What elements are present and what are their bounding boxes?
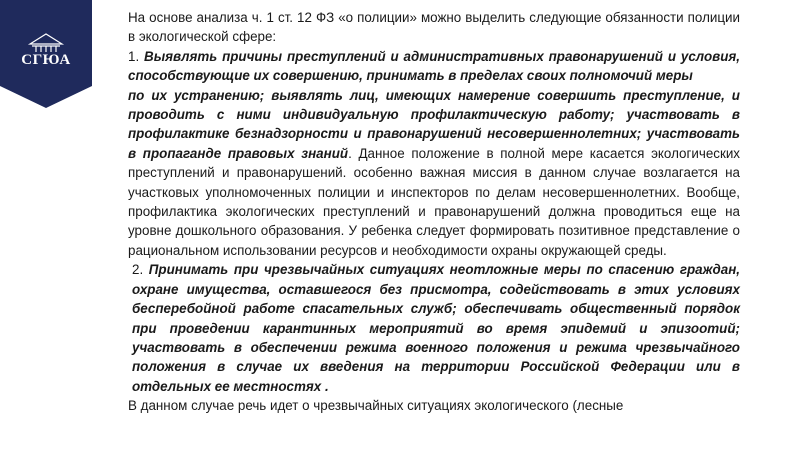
logo-text: СГЮА <box>21 52 71 68</box>
paragraph-3: В данном случае речь идет о чрезвычайных ситуациях экологического (лесные <box>128 398 624 414</box>
paragraph-2 <box>128 260 740 396</box>
document-body <box>128 8 740 416</box>
paragraph-1-bold-b: по их устранению; выявлять лиц, имеющих намерение совершить преступление, и проводить с ними индивидуальную профилактическую работу; участвовать в профилактике безнадзорности и правонарушений несовершеннолетних; участвовать в пропаганде правовых знаний <box>128 87 740 161</box>
paragraph-2-number: 2. <box>132 262 149 278</box>
paragraph-2-bold: Принимать при чрезвычайных ситуациях неотложные меры по спасению граждан, охране имущества, оставшегося без присмотра, содействовать в этих условиях бесперебойной работе спасательных служб; обеспечивать общественный порядок при проведении карантинных мероприятий во время эпидемий и эпизоотий; участвовать в обеспечении режима военного положения и режима чрезвычайного положения в случае их введения на территории Российской Федерации или в отдельных ее местностях <box>132 262 741 394</box>
paragraph-1-rest: . Данное положение в полной мере касается экологических преступлений и правонарушений. особенно важная миссия в данном случае возлагается на участковых уполномоченных полиции и инспекторов по делам несовершеннолетних. Вообще, профилактика экологических преступлений и правонарушений должна проводиться еще на уровне дошкольного образования. У ребенка следует формировать позитивное представление о рациональном использовании ресурсов и необходимости охраны окружающей среды. <box>128 145 740 258</box>
logo-area <box>0 0 118 110</box>
intro-paragraph: На основе анализа ч. 1 ст. 12 ФЗ «о полиции» можно выделить следующие обязанности полиции в экологической сфере: <box>128 10 740 45</box>
paragraph-1-continued <box>128 86 740 261</box>
paragraph-1-number: 1. <box>128 48 145 64</box>
paragraph-2-end: . <box>321 378 329 394</box>
paragraph-1-bold-a: Выявлять причины преступлений и административных правонарушений и условия, способствующие их совершению, принимать в пределах своих полномочий меры <box>128 48 740 84</box>
paragraph-1 <box>128 47 740 86</box>
